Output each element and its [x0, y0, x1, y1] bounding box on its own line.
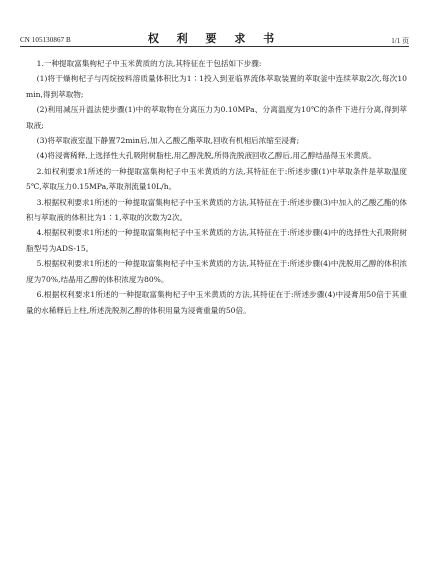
claim-1-step-3: (3)将萃取液室温下静置72min后,加入乙酸乙酯萃取,回收有机相后浓缩至浸膏; [36, 136, 300, 146]
document-title: 权 利 要 求 书 [147, 32, 282, 45]
claim-5: 5.根据权利要求1所述的一种提取富集枸杞子中玉米黄质的方法,其特征在于:所述步骤(4)中洗脱用乙醇的体积浓度为70%,结晶用乙醇的体积浓度为80%。 [26, 259, 407, 284]
claim-1-step-1: (1)将干燥枸杞子与丙烷按料溶质量体积比为1∶1投入到亚临界流体萃取装置的萃取釜中连续萃取2次,每次10min,得到萃取物; [26, 74, 407, 99]
page-number: 1/1 页 [391, 37, 409, 45]
claim-1-step-2: (2)利用减压升温法使步骤(1)中的萃取物在分离压力为0.10MPa、分离温度为10℃的条件下进行分离,得到萃取液; [26, 105, 407, 130]
page-header [20, 30, 409, 46]
header-divider [20, 46, 409, 47]
claim-6: 6.根据权利要求1所述的一种提取富集枸杞子中玉米黄质的方法,其特征在于:所述步骤(4)中浸膏用50倍于其重量的水稀释后上柱,所述洗脱剂乙醇的体积用量为浸膏重量的50倍。 [26, 290, 407, 315]
claim-1: 1.一种提取富集枸杞子中玉米黄质的方法,其特征在于包括如下步骤: [36, 59, 262, 68]
claims-body [26, 56, 407, 318]
claim-4: 4.根据权利要求1所述的一种提取富集枸杞子中玉米黄质的方法,其特征在于:所述步骤(4)中的选择性大孔吸附树脂型号为ADS-15。 [26, 228, 407, 253]
claim-1-step-4: (4)将浸膏稀释,上选择性大孔吸附树脂柱,用乙醇洗脱,所得洗脱液回收乙醇后,用乙醇结晶得玉米黄质。 [36, 151, 376, 161]
claim-3: 3.根据权利要求1所述的一种提取富集枸杞子中玉米黄质的方法,其特征在于:所述步骤(3)中加入的乙酸乙酯的体积与萃取液的体积比为1∶1,萃取的次数为2次。 [26, 197, 407, 223]
claim-2: 2.如权利要求1所述的一种提取富集枸杞子中玉米黄质的方法,其特征在于:所述步骤(1)中萃取条件是萃取温度5℃,萃取压力0.15MPa,萃取剂流量10L/h。 [26, 166, 407, 192]
document-number: CN 105130867 B [20, 36, 71, 44]
